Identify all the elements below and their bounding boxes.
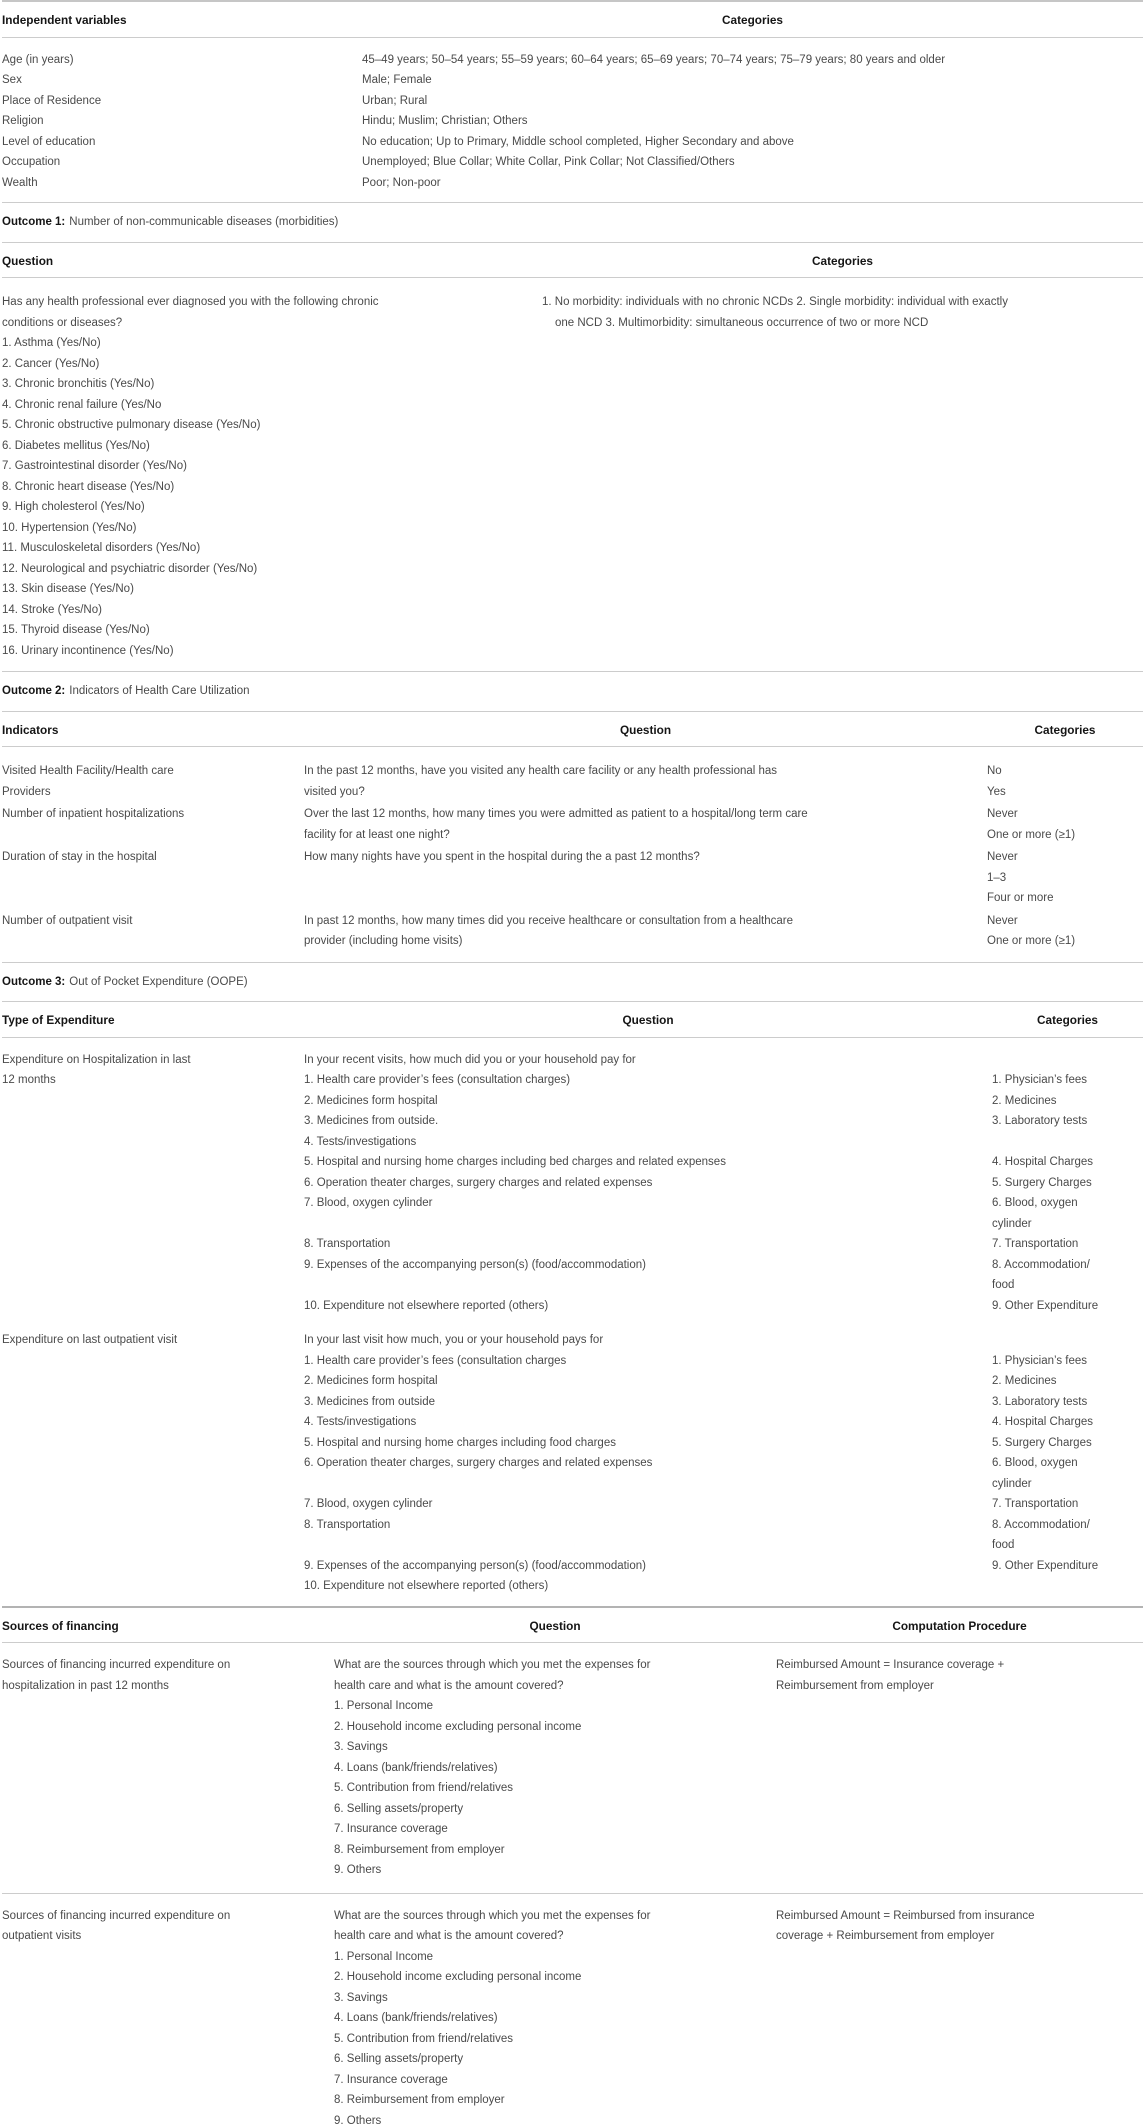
text-line: facility for at least one night? bbox=[304, 828, 450, 841]
column-header-question: Question bbox=[529, 1618, 581, 1633]
section-outcome1-label: Outcome 1: bbox=[2, 216, 66, 228]
text-line: conditions or diseases? bbox=[2, 316, 123, 329]
text-line: Yes bbox=[987, 785, 1006, 798]
expenditure-type-cell bbox=[2, 1050, 304, 1317]
text-line: 3. Chronic bronchitis (Yes/No) bbox=[2, 378, 155, 390]
financing-source-cell bbox=[2, 1906, 334, 2125]
text-line: 8. Reimbursement from employer bbox=[334, 2094, 505, 2106]
text-line: Duration of stay in the hospital bbox=[2, 851, 157, 863]
column-header-question: Question bbox=[622, 1013, 674, 1027]
text-line: 3. Savings bbox=[334, 1741, 388, 1753]
text-line: Expenditure on last outpatient visit bbox=[2, 1334, 178, 1346]
text-line: 8. Reimbursement from employer bbox=[334, 1843, 505, 1856]
text-line: food bbox=[992, 1279, 1015, 1291]
text-line: cylinder bbox=[992, 1477, 1032, 1490]
text-line: 7. Transportation bbox=[992, 1498, 1079, 1510]
text-line: health care and what is the amount covered? bbox=[334, 1679, 564, 1692]
text-line: Reimbursed Amount = Reimbursed from insurance bbox=[776, 1909, 1035, 1922]
text-line: Providers bbox=[2, 785, 51, 798]
column-header-question: Question bbox=[619, 722, 672, 737]
text-line: Four or more bbox=[987, 892, 1054, 904]
outcome1-header-row bbox=[2, 243, 1143, 278]
column-header-type-of-expenditure: Type of Expenditure bbox=[2, 1013, 115, 1027]
column-header-computation-procedure: Computation Procedure bbox=[892, 1618, 1027, 1633]
text-line bbox=[992, 1330, 1143, 1351]
question-cell bbox=[334, 1906, 776, 2125]
text-line: 5. Contribution from friend/relatives bbox=[334, 1782, 513, 1794]
variable-cell: Wealth bbox=[2, 176, 38, 189]
text-line: 6. Operation theater charges, surgery charges and related expenses bbox=[304, 1457, 653, 1469]
table-row bbox=[2, 132, 1143, 153]
column-header-categories: Categories bbox=[1034, 722, 1096, 737]
text-line: 4. Chronic renal failure (Yes/No bbox=[2, 398, 162, 411]
text-line: 10. Hypertension (Yes/No) bbox=[2, 521, 137, 534]
text-line: One or more (≥1) bbox=[987, 828, 1076, 841]
text-line: Visited Health Facility/Health care bbox=[2, 765, 174, 777]
column-header-indicators: Indicators bbox=[2, 722, 59, 737]
text-line: 1. Health care provider’s fees (consultation charges) bbox=[304, 1074, 571, 1086]
text-line: 3. Laboratory tests bbox=[992, 1395, 1088, 1408]
expenditure-type-cell bbox=[2, 1330, 304, 1597]
independent-variables-header-row bbox=[2, 2, 1143, 37]
variable-cell: Age (in years) bbox=[2, 53, 74, 66]
outcome2-table bbox=[2, 747, 1143, 962]
text-line: 2. Household income excluding personal income bbox=[334, 1971, 582, 1983]
section-outcome3-label: Outcome 3: bbox=[2, 975, 66, 988]
text-line: 6. Operation theater charges, surgery charges and related expenses bbox=[304, 1176, 653, 1189]
column-header-categories: Categories bbox=[812, 253, 873, 268]
text-line: provider (including home visits) bbox=[304, 935, 463, 947]
text-line: 5. Chronic obstructive pulmonary disease (Yes/No) bbox=[2, 419, 261, 431]
text-line: Over the last 12 months, how many times you were admitted as patient to a hospital/long term care bbox=[304, 808, 808, 820]
text-line: 4. Loans (bank/friends/relatives) bbox=[334, 2012, 498, 2024]
financing-header-row bbox=[2, 1608, 1143, 1643]
text-line: 1. Health care provider’s fees (consultation charges bbox=[304, 1354, 567, 1367]
column-header-question: Question bbox=[2, 253, 54, 268]
text-line: What are the sources through which you met the expenses for bbox=[334, 1909, 651, 1922]
indicator-cell bbox=[2, 804, 304, 845]
text-line: 7. Insurance coverage bbox=[334, 1823, 448, 1835]
categories-cell bbox=[992, 1330, 1143, 1597]
text-line: 3. Savings bbox=[334, 1991, 388, 2004]
text-line: 8. Accommodation/ bbox=[992, 1518, 1090, 1531]
question-cell bbox=[304, 761, 987, 802]
text-line: Number of inpatient hospitalizations bbox=[2, 808, 185, 820]
categories-cell: Urban; Rural bbox=[362, 94, 428, 107]
text-line: 5. Surgery Charges bbox=[992, 1176, 1092, 1189]
text-line: 9. Other Expenditure bbox=[992, 1299, 1099, 1312]
question-cell bbox=[304, 1330, 992, 1597]
text-line: 3. Medicines from outside bbox=[304, 1395, 436, 1408]
categories-cell: No education; Up to Primary, Middle school completed, Higher Secondary and above bbox=[362, 135, 794, 148]
table-row bbox=[2, 761, 1143, 802]
text-line: Expenditure on Hospitalization in last bbox=[2, 1053, 191, 1066]
outcome1-categories-cell bbox=[542, 292, 1143, 661]
text-line: 5. Hospital and nursing home charges including food charges bbox=[304, 1436, 616, 1449]
text-line: 2. Medicines form hospital bbox=[304, 1094, 438, 1107]
text-line: health care and what is the amount covered? bbox=[334, 1930, 564, 1942]
table-row bbox=[2, 1893, 1143, 2125]
text-line: 10. Expenditure not elsewhere reported (others) bbox=[304, 1299, 549, 1312]
text-line: 8. Chronic heart disease (Yes/No) bbox=[2, 480, 175, 493]
text-line: No bbox=[987, 765, 1002, 777]
column-header-sources-of-financing: Sources of financing bbox=[2, 1618, 119, 1633]
text-line: 8. Transportation bbox=[304, 1238, 391, 1250]
variable-cell: Level of education bbox=[2, 135, 96, 148]
text-line: 2. Medicines bbox=[992, 1375, 1057, 1387]
text-line: 6. Blood, oxygen bbox=[992, 1457, 1078, 1469]
text-line: What are the sources through which you met the expenses for bbox=[334, 1659, 651, 1671]
text-line bbox=[992, 1576, 1143, 1597]
categories-cell bbox=[992, 1050, 1143, 1317]
text-line: Reimbursement from employer bbox=[776, 1679, 934, 1692]
variable-cell: Religion bbox=[2, 115, 44, 127]
categories-cell: 45–49 years; 50–54 years; 55–59 years; 60–64 years; 65–69 years; 70–74 years; 75–79 years; 80 years and older bbox=[362, 53, 946, 66]
text-line: 6. Diabetes mellitus (Yes/No) bbox=[2, 439, 150, 452]
variable-cell: Place of Residence bbox=[2, 94, 102, 107]
text-line: In your last visit how much, you or your household pays for bbox=[304, 1334, 604, 1346]
section-outcome3-title: Out of Pocket Expenditure (OOPE) bbox=[69, 975, 248, 988]
text-line: 1–3 bbox=[987, 871, 1007, 884]
text-line: 1. Physician’s fees bbox=[992, 1074, 1088, 1086]
outcome3-header-row bbox=[2, 1002, 1143, 1037]
indicator-cell bbox=[2, 911, 304, 952]
text-line: 8. Transportation bbox=[304, 1518, 391, 1531]
question-cell bbox=[304, 804, 987, 845]
text-line: one NCD 3. Multimorbidity: simultaneous occurrence of two or more NCD bbox=[555, 316, 929, 329]
text-line: Number of outpatient visit bbox=[2, 914, 133, 927]
text-line: Never bbox=[987, 808, 1018, 820]
text-line: 9. Others bbox=[334, 2114, 382, 2125]
column-header-categories: Categories bbox=[1037, 1013, 1098, 1027]
text-line: 7. Gastrointestinal disorder (Yes/No) bbox=[2, 460, 187, 472]
outcome3-table bbox=[2, 1038, 1143, 1606]
indicator-cell bbox=[2, 761, 304, 802]
financing-source-cell bbox=[2, 1655, 334, 1881]
section-outcome2-label: Outcome 2: bbox=[2, 685, 66, 697]
table-row bbox=[2, 847, 1143, 909]
text-line: Has any health professional ever diagnosed you with the following chronic bbox=[2, 296, 379, 308]
text-line: 5. Surgery Charges bbox=[992, 1436, 1092, 1449]
question-cell bbox=[334, 1655, 776, 1881]
text-line: 1. No morbidity: individuals with no chronic NCDs 2. Single morbidity: individual with exactly bbox=[542, 296, 1008, 308]
categories-cell: Male; Female bbox=[362, 74, 432, 86]
categories-cell: Unemployed; Blue Collar; White Collar, Pink Collar; Not Classified/Others bbox=[362, 156, 735, 168]
indicator-cell bbox=[2, 847, 304, 909]
text-line: cylinder bbox=[992, 1217, 1032, 1230]
text-line: food bbox=[992, 1539, 1015, 1551]
independent-variables-table bbox=[2, 38, 1143, 203]
variable-cell: Sex bbox=[2, 74, 22, 86]
computation-cell bbox=[776, 1906, 1143, 2125]
text-line: 9. Other Expenditure bbox=[992, 1559, 1099, 1572]
text-line: How many nights have you spent in the hospital during the a past 12 months? bbox=[304, 851, 700, 863]
outcome2-header-row bbox=[2, 712, 1143, 747]
text-line: 1. Personal Income bbox=[334, 1950, 434, 1963]
text-line: 9. High cholesterol (Yes/No) bbox=[2, 501, 145, 513]
section-outcome2 bbox=[2, 671, 1143, 712]
text-line: One or more (≥1) bbox=[987, 935, 1076, 947]
text-line: 4. Tests/investigations bbox=[304, 1416, 417, 1428]
text-line: 13. Skin disease (Yes/No) bbox=[2, 583, 134, 595]
text-line: hospitalization in past 12 months bbox=[2, 1679, 169, 1692]
outcome1-table bbox=[2, 278, 1143, 671]
text-line: 6. Blood, oxygen bbox=[992, 1197, 1078, 1209]
text-line bbox=[304, 1275, 992, 1296]
text-line: outpatient visits bbox=[2, 1930, 82, 1942]
text-line: 14. Stroke (Yes/No) bbox=[2, 603, 102, 616]
text-line: coverage + Reimbursement from employer bbox=[776, 1930, 995, 1942]
table-row bbox=[2, 1643, 1143, 1893]
text-line: 2. Medicines bbox=[992, 1094, 1057, 1107]
text-line: 4. Hospital Charges bbox=[992, 1156, 1093, 1168]
table-row bbox=[2, 50, 1143, 71]
text-line: Sources of financing incurred expenditure on bbox=[2, 1659, 231, 1671]
table-row bbox=[2, 152, 1143, 173]
table-row bbox=[2, 1330, 1143, 1597]
text-line: 2. Medicines form hospital bbox=[304, 1375, 438, 1387]
section-outcome2-title: Indicators of Health Care Utilization bbox=[69, 685, 250, 697]
text-line: 16. Urinary incontinence (Yes/No) bbox=[2, 644, 174, 657]
text-line: 2. Household income excluding personal income bbox=[334, 1720, 582, 1733]
text-line: 7. Transportation bbox=[992, 1238, 1079, 1250]
text-line: 4. Loans (bank/friends/relatives) bbox=[334, 1761, 498, 1774]
text-line: 3. Medicines from outside. bbox=[304, 1115, 439, 1127]
text-line: 6. Selling assets/property bbox=[334, 2053, 464, 2065]
categories-cell bbox=[987, 847, 1143, 909]
text-line: 9. Others bbox=[334, 1864, 382, 1876]
section-outcome1-title: Number of non-communicable diseases (morbidities) bbox=[69, 216, 339, 228]
text-line: 6. Selling assets/property bbox=[334, 1802, 464, 1815]
text-line: Never bbox=[987, 914, 1018, 927]
text-line: 15. Thyroid disease (Yes/No) bbox=[2, 624, 150, 636]
column-header-independent-variables: Independent variables bbox=[2, 13, 127, 27]
text-line bbox=[304, 1214, 992, 1235]
text-line: 9. Expenses of the accompanying person(s) (food/accommodation) bbox=[304, 1559, 646, 1572]
table-row bbox=[2, 911, 1143, 952]
categories-cell: Poor; Non-poor bbox=[362, 176, 441, 189]
column-header-categories: Categories bbox=[722, 13, 783, 27]
text-line: 1. Personal Income bbox=[334, 1700, 434, 1712]
text-line bbox=[992, 1050, 1143, 1071]
table-row bbox=[2, 173, 1143, 194]
text-line: 4. Hospital Charges bbox=[992, 1416, 1093, 1428]
table-row bbox=[2, 91, 1143, 112]
text-line bbox=[304, 1474, 992, 1495]
table-row bbox=[2, 1050, 1143, 1317]
categories-cell bbox=[987, 761, 1143, 802]
text-line: 3. Laboratory tests bbox=[992, 1115, 1088, 1127]
text-line: 9. Expenses of the accompanying person(s) (food/accommodation) bbox=[304, 1258, 646, 1271]
text-line: 5. Contribution from friend/relatives bbox=[334, 2032, 513, 2045]
text-line: 4. Tests/investigations bbox=[304, 1135, 417, 1148]
text-line: 1. Physician’s fees bbox=[992, 1354, 1088, 1367]
table-row bbox=[2, 70, 1143, 91]
text-line: In the past 12 months, have you visited any health care facility or any health professional has bbox=[304, 765, 778, 777]
text-line: 7. Blood, oxygen cylinder bbox=[304, 1197, 433, 1209]
table-row bbox=[2, 111, 1143, 132]
text-line: 11. Musculoskeletal disorders (Yes/No) bbox=[2, 542, 201, 554]
computation-cell bbox=[776, 1655, 1143, 1881]
question-cell bbox=[304, 1050, 992, 1317]
text-line: In past 12 months, how many times did you receive healthcare or consultation from a healthcare bbox=[304, 914, 794, 927]
text-line: In your recent visits, how much did you or your household pay for bbox=[304, 1053, 636, 1066]
text-line: 10. Expenditure not elsewhere reported (others) bbox=[304, 1580, 549, 1592]
question-cell bbox=[304, 911, 987, 952]
categories-cell bbox=[987, 804, 1143, 845]
text-line: Sources of financing incurred expenditure on bbox=[2, 1909, 231, 1922]
text-line: 12. Neurological and psychiatric disorder (Yes/No) bbox=[2, 562, 258, 575]
text-line: 12 months bbox=[2, 1074, 56, 1086]
text-line: Reimbursed Amount = Insurance coverage + bbox=[776, 1659, 1005, 1671]
financing-table bbox=[2, 1643, 1143, 2125]
text-line: 2. Cancer (Yes/No) bbox=[2, 357, 100, 370]
categories-cell: Hindu; Muslim; Christian; Others bbox=[362, 115, 528, 127]
categories-cell bbox=[987, 911, 1143, 952]
text-line: visited you? bbox=[304, 785, 365, 798]
text-line: Never bbox=[987, 851, 1018, 863]
text-line: 5. Hospital and nursing home charges including bed charges and related expenses bbox=[304, 1156, 726, 1168]
text-line: 8. Accommodation/ bbox=[992, 1258, 1090, 1271]
section-outcome3 bbox=[2, 962, 1143, 1003]
outcome1-question-cell bbox=[2, 292, 542, 661]
text-line bbox=[992, 1132, 1143, 1153]
variable-cell: Occupation bbox=[2, 156, 61, 168]
table-row bbox=[2, 804, 1143, 845]
text-line: 1. Asthma (Yes/No) bbox=[2, 337, 101, 349]
question-cell bbox=[304, 847, 987, 909]
text-line bbox=[304, 1535, 992, 1556]
text-line: 7. Blood, oxygen cylinder bbox=[304, 1498, 433, 1510]
text-line: 7. Insurance coverage bbox=[334, 2073, 448, 2086]
section-outcome1 bbox=[2, 202, 1143, 243]
